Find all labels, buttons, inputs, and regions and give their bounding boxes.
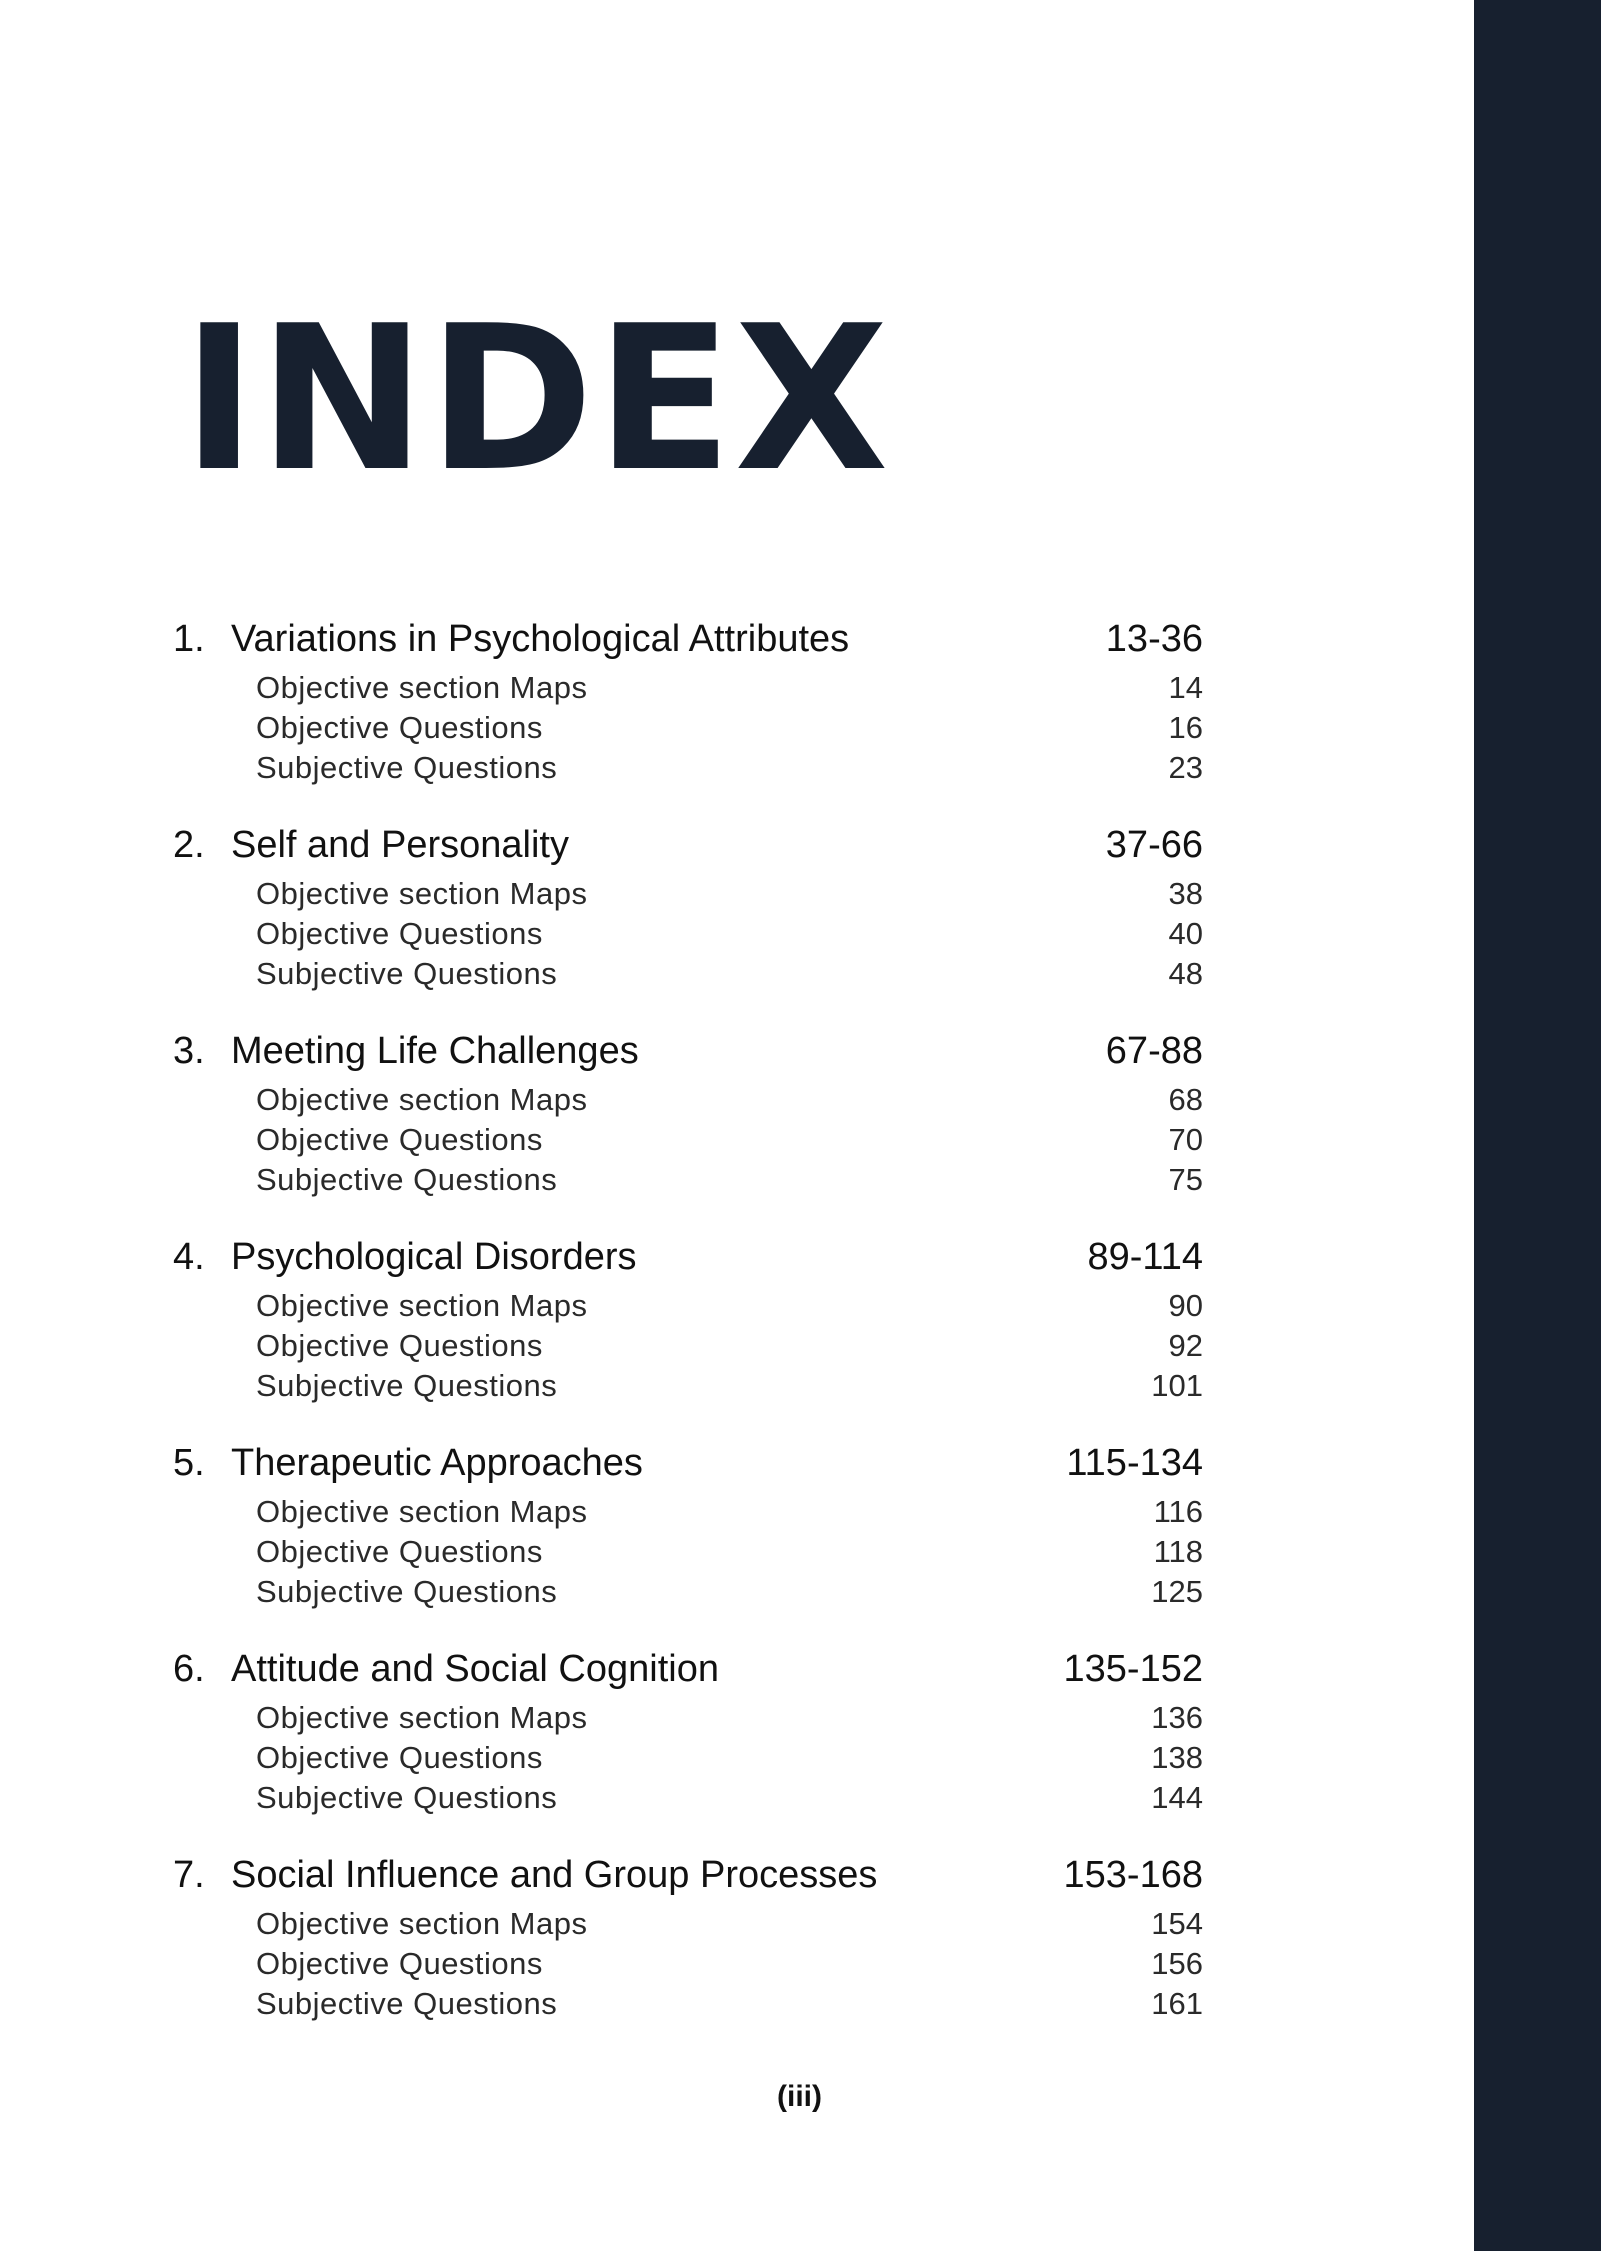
chapter-page-range: 115-134 — [1066, 1442, 1203, 1484]
section-page: 116 — [1153, 1494, 1203, 1529]
section-label: Subjective Questions — [256, 1162, 558, 1197]
chapter-heading[interactable] — [173, 1640, 1203, 1698]
section-label: Objective Questions — [256, 1122, 543, 1157]
chapter-title: Attitude and Social Cognition — [231, 1648, 719, 1690]
section-label: Subjective Questions — [256, 1574, 558, 1609]
section-page: 154 — [1151, 1906, 1203, 1941]
section-page: 40 — [1168, 916, 1203, 951]
chapter-heading[interactable] — [173, 610, 1203, 668]
section-item[interactable] — [173, 668, 1203, 708]
section-item[interactable] — [173, 914, 1203, 954]
chapter-heading[interactable] — [173, 1846, 1203, 1904]
chapter-number: 6. — [173, 1648, 205, 1690]
section-page: 75 — [1168, 1162, 1203, 1197]
chapter-title: Meeting Life Challenges — [231, 1030, 639, 1072]
section-item[interactable] — [173, 1286, 1203, 1326]
section-page: 101 — [1151, 1368, 1203, 1403]
section-page: 38 — [1168, 876, 1203, 911]
page-number-footer — [0, 2080, 1601, 2114]
chapter-page-range: 153-168 — [1063, 1854, 1203, 1896]
section-label: Subjective Questions — [256, 1780, 558, 1815]
section-item[interactable] — [173, 1120, 1203, 1160]
section-page: 92 — [1168, 1328, 1203, 1363]
section-page: 161 — [1151, 1986, 1203, 2021]
section-label: Objective Questions — [256, 1946, 543, 1981]
section-item[interactable] — [173, 1944, 1203, 1984]
table-of-contents — [173, 610, 1203, 2052]
section-label: Subjective Questions — [256, 750, 558, 785]
section-item[interactable] — [173, 1366, 1203, 1406]
section-label: Objective section Maps — [256, 1288, 588, 1323]
section-list — [173, 668, 1203, 788]
chapter-number: 2. — [173, 824, 205, 866]
chapter-number: 1. — [173, 618, 205, 660]
section-item[interactable] — [173, 1326, 1203, 1366]
section-page: 125 — [1151, 1574, 1203, 1609]
chapter-entry — [173, 1228, 1203, 1434]
chapter-page-range: 13-36 — [1105, 618, 1203, 660]
section-item[interactable] — [173, 1904, 1203, 1944]
chapter-entry — [173, 1846, 1203, 2052]
chapter-heading[interactable] — [173, 1228, 1203, 1286]
section-page: 156 — [1151, 1946, 1203, 1981]
chapter-page-range: 67-88 — [1105, 1030, 1203, 1072]
section-item[interactable] — [173, 708, 1203, 748]
section-page: 48 — [1168, 956, 1203, 991]
chapter-entry — [173, 816, 1203, 1022]
page-title: INDEX — [182, 283, 891, 516]
section-label: Subjective Questions — [256, 1986, 558, 2021]
section-list — [173, 1904, 1203, 2024]
chapter-page-range: 37-66 — [1105, 824, 1203, 866]
chapter-title: Therapeutic Approaches — [231, 1442, 643, 1484]
section-label: Objective Questions — [256, 1328, 543, 1363]
chapter-entry — [173, 1640, 1203, 1846]
section-page: 68 — [1168, 1082, 1203, 1117]
section-item[interactable] — [173, 1738, 1203, 1778]
section-label: Objective Questions — [256, 1534, 543, 1569]
chapter-number: 4. — [173, 1236, 205, 1278]
section-label: Objective section Maps — [256, 670, 588, 705]
section-page: 138 — [1151, 1740, 1203, 1775]
section-page: 23 — [1168, 750, 1203, 785]
section-item[interactable] — [173, 1080, 1203, 1120]
section-label: Objective section Maps — [256, 1082, 588, 1117]
section-label: Objective Questions — [256, 710, 543, 745]
chapter-title: Social Influence and Group Processes — [231, 1854, 878, 1896]
section-page: 16 — [1168, 710, 1203, 745]
section-item[interactable] — [173, 1532, 1203, 1572]
section-page: 136 — [1151, 1700, 1203, 1735]
chapter-heading[interactable] — [173, 1434, 1203, 1492]
section-page: 70 — [1168, 1122, 1203, 1157]
chapter-title: Variations in Psychological Attributes — [231, 618, 850, 660]
chapter-title: Self and Personality — [231, 824, 569, 866]
section-list — [173, 1492, 1203, 1612]
chapter-title: Psychological Disorders — [231, 1236, 637, 1278]
section-item[interactable] — [173, 1698, 1203, 1738]
side-bar — [1474, 0, 1601, 2251]
section-item[interactable] — [173, 1778, 1203, 1818]
section-label: Objective section Maps — [256, 1494, 588, 1529]
section-list — [173, 874, 1203, 994]
section-item[interactable] — [173, 1160, 1203, 1200]
section-page: 90 — [1168, 1288, 1203, 1323]
chapter-page-range: 89-114 — [1087, 1236, 1203, 1278]
section-page: 14 — [1168, 670, 1203, 705]
chapter-entry — [173, 1434, 1203, 1640]
chapter-entry — [173, 610, 1203, 816]
section-item[interactable] — [173, 874, 1203, 914]
section-page: 118 — [1153, 1534, 1203, 1569]
section-item[interactable] — [173, 954, 1203, 994]
chapter-number: 7. — [173, 1854, 205, 1896]
section-list — [173, 1286, 1203, 1406]
section-label: Objective Questions — [256, 916, 543, 951]
page-number: (iii) — [777, 2080, 822, 2113]
section-list — [173, 1698, 1203, 1818]
section-item[interactable] — [173, 748, 1203, 788]
section-list — [173, 1080, 1203, 1200]
section-item[interactable] — [173, 1492, 1203, 1532]
chapter-heading[interactable] — [173, 816, 1203, 874]
chapter-number: 3. — [173, 1030, 205, 1072]
section-page: 144 — [1151, 1780, 1203, 1815]
section-label: Objective section Maps — [256, 1906, 588, 1941]
chapter-heading[interactable] — [173, 1022, 1203, 1080]
section-label: Subjective Questions — [256, 956, 558, 991]
section-label: Objective section Maps — [256, 1700, 588, 1735]
section-item[interactable] — [173, 1984, 1203, 2024]
section-label: Objective section Maps — [256, 876, 588, 911]
section-item[interactable] — [173, 1572, 1203, 1612]
chapter-entry — [173, 1022, 1203, 1228]
chapter-number: 5. — [173, 1442, 205, 1484]
section-label: Objective Questions — [256, 1740, 543, 1775]
section-label: Subjective Questions — [256, 1368, 558, 1403]
chapter-page-range: 135-152 — [1063, 1648, 1203, 1690]
